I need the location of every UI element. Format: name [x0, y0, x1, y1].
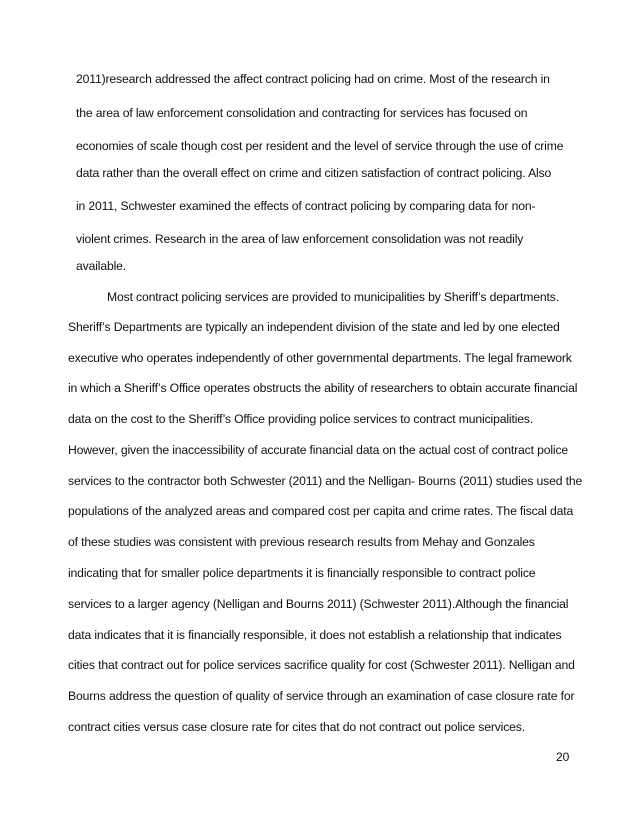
paragraph-line: contract cities versus case closure rate for cites that do not contract out police services. — [68, 720, 525, 734]
block-quote-line: data rather than the overall effect on crime and citizen satisfaction of contract policing. Also — [76, 166, 552, 180]
paragraph-line: data on the cost to the Sheriff’s Office providing police services to contract municipalities. — [68, 412, 534, 426]
paragraph-line: populations of the analyzed areas and compared cost per capita and crime rates. The fiscal data — [68, 504, 574, 518]
paragraph-line: cities that contract out for police services sacrifice quality for cost (Schwester 2011). Nelligan and — [68, 658, 575, 672]
paragraph-line: data indicates that it is financially responsible, it does not establish a relationship that indicates — [68, 628, 562, 642]
block-quote-line: in 2011, Schwester examined the effects of contract policing by comparing data for non- — [76, 199, 536, 213]
paragraph-line: Most contract policing services are provided to municipalities by Sheriff’s departments. — [107, 290, 559, 304]
paragraph-line: executive who operates independently of other governmental departments. The legal framework — [68, 351, 572, 365]
paragraph-line: However, given the inaccessibility of accurate financial data on the actual cost of contract police — [68, 443, 569, 457]
page-number: 20 — [556, 750, 570, 764]
block-quote-line: the area of law enforcement consolidation and contracting for services has focused on — [76, 106, 528, 120]
block-quote-line: available. — [76, 259, 126, 273]
paragraph-line: in which a Sheriff’s Office operates obstructs the ability of researchers to obtain accurate financial — [68, 381, 578, 395]
block-quote-line: violent crimes. Research in the area of law enforcement consolidation was not readily — [76, 232, 524, 246]
paragraph-line: Bourns address the question of quality of service through an examination of case closure rate for — [68, 689, 575, 703]
block-quote-line: 2011)research addressed the affect contract policing had on crime. Most of the research in — [76, 72, 550, 86]
paragraph-line: services to the contractor both Schwester (2011) and the Nelligan- Bourns (2011) studies used the — [68, 474, 583, 488]
block-quote-line: economies of scale though cost per resident and the level of service through the use of crime — [76, 139, 564, 153]
paragraph-line: indicating that for smaller police departments it is financially responsible to contract police — [68, 566, 536, 580]
paragraph-line: of these studies was consistent with previous research results from Mehay and Gonzales — [68, 535, 535, 549]
paragraph-line: Sheriff’s Departments are typically an independent division of the state and led by one elected — [68, 320, 560, 334]
paragraph-line: services to a larger agency (Nelligan and Bourns 2011) (Schwester 2011).Although the financial — [68, 597, 569, 611]
